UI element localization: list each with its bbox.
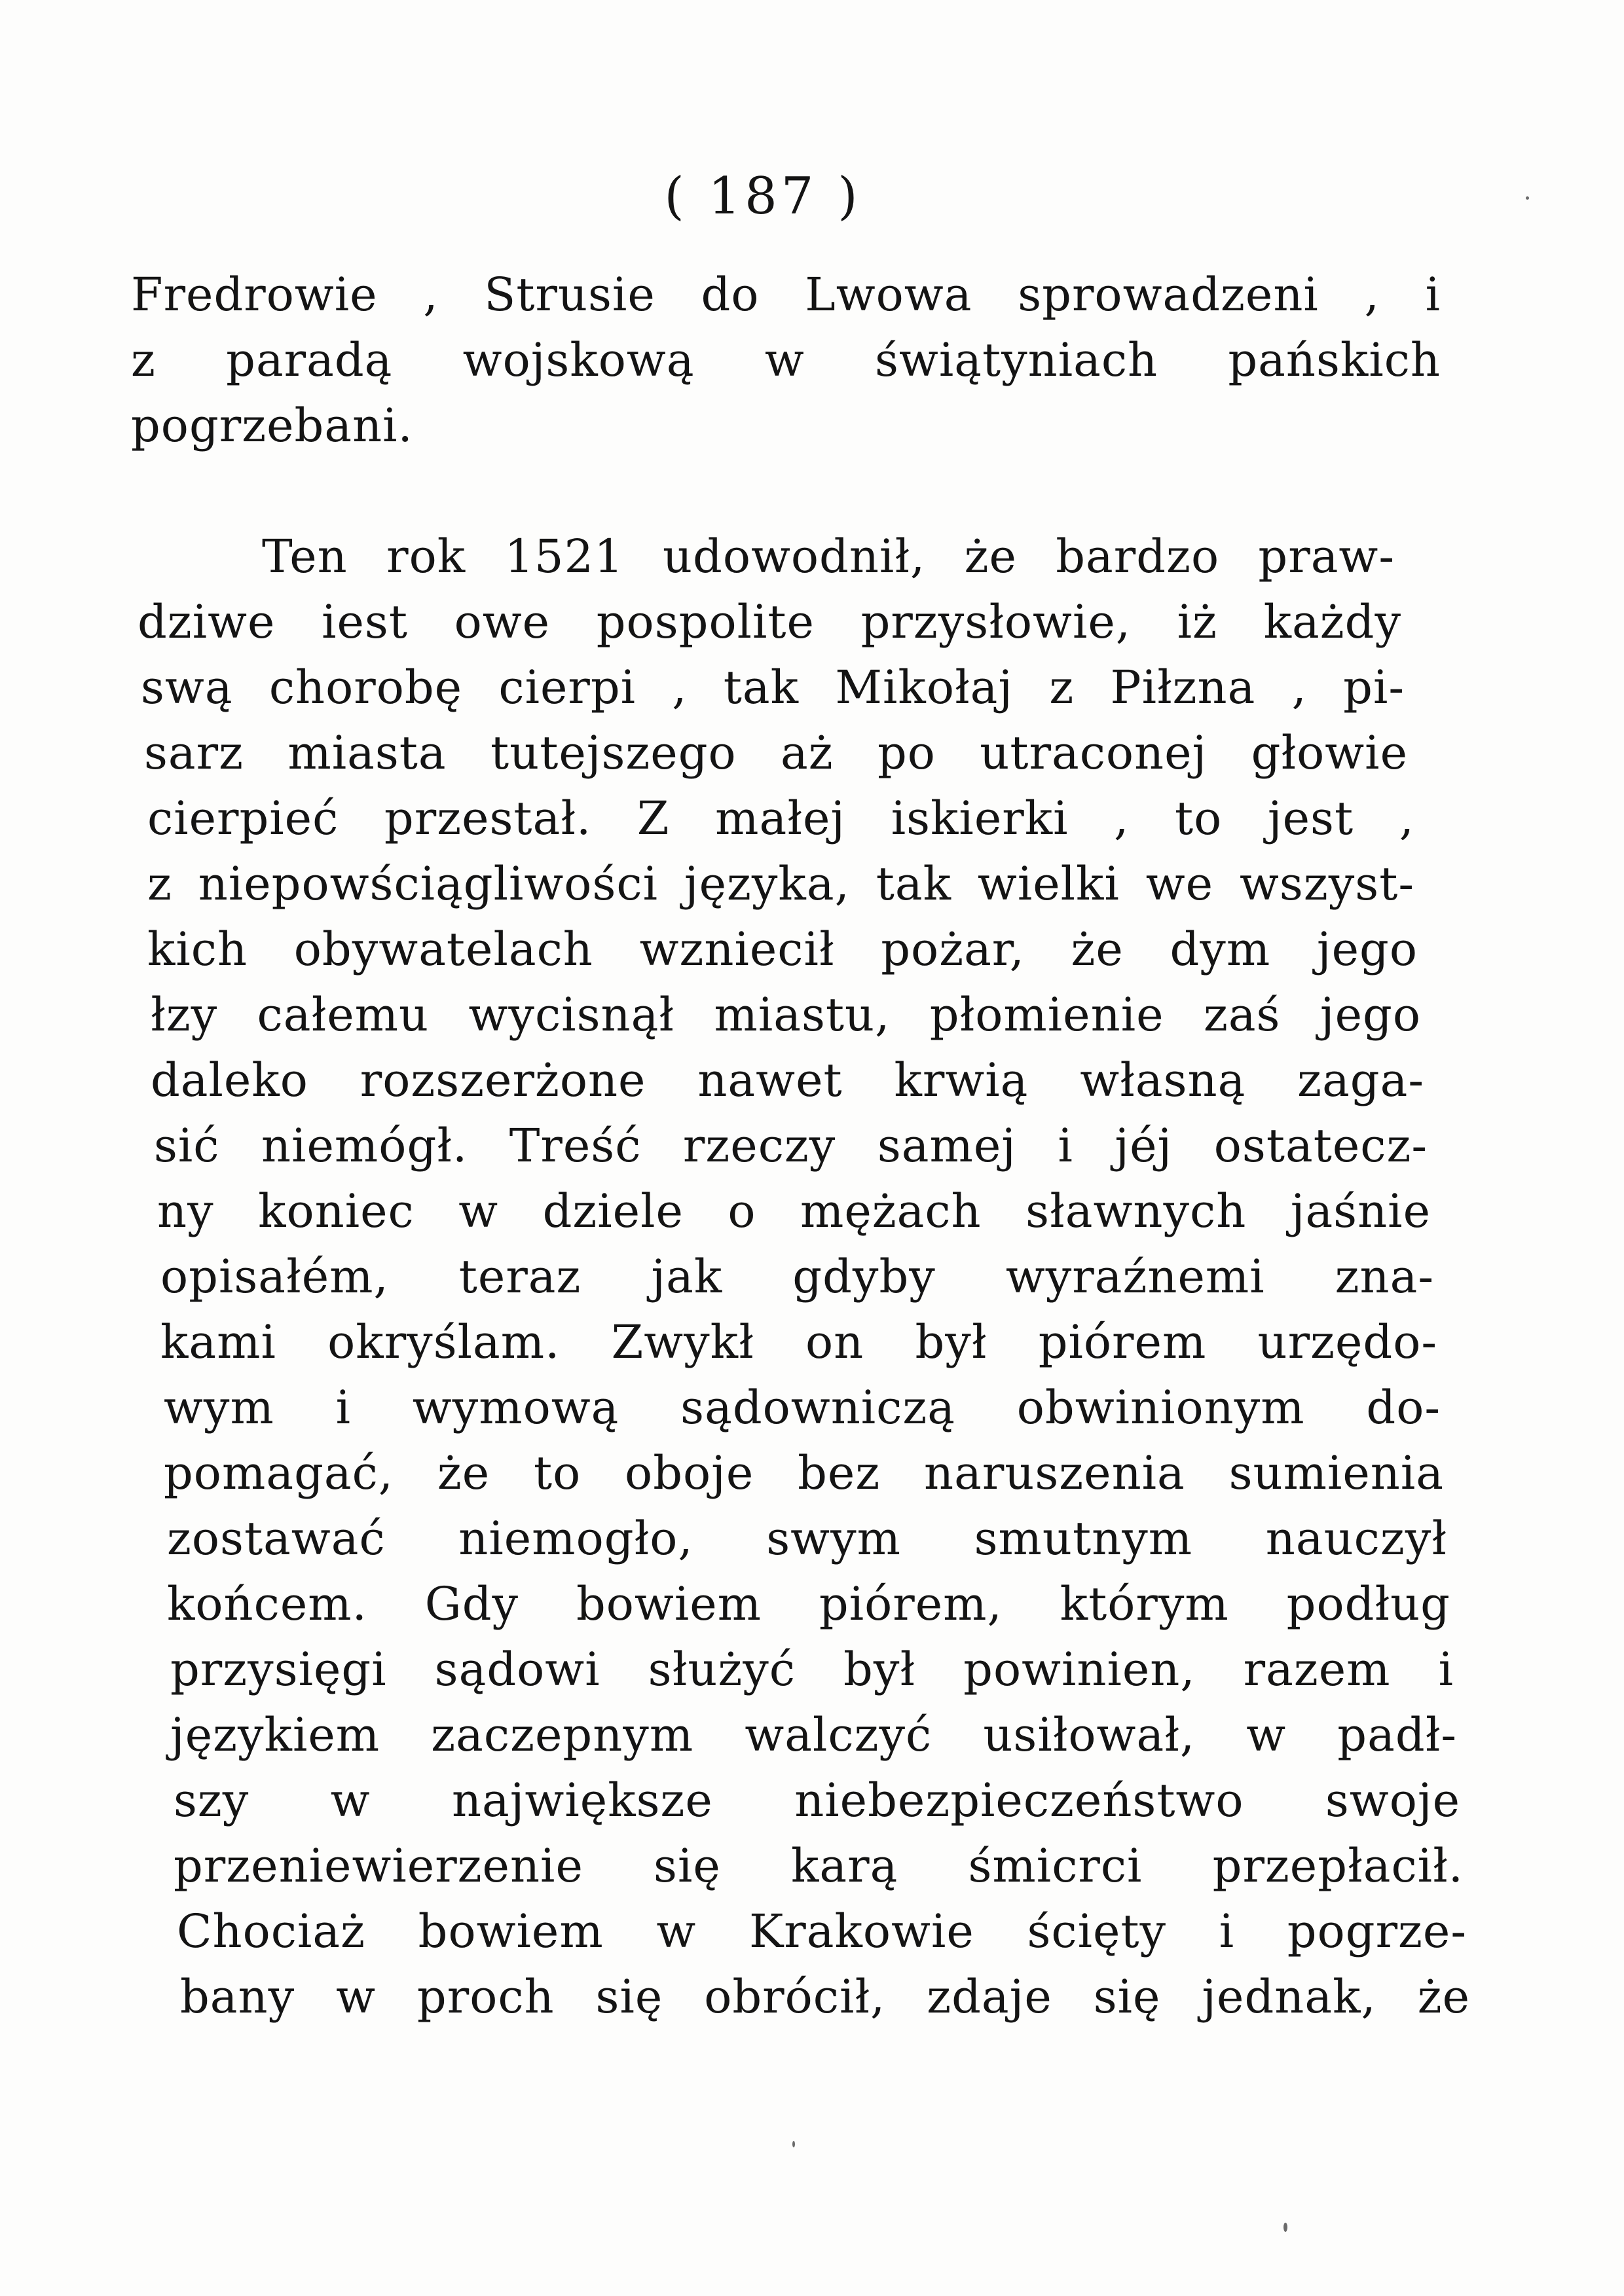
paper-speck bbox=[792, 2141, 795, 2147]
text-line: z paradą wojskową w świątyniach pańskich bbox=[131, 333, 1441, 387]
text-line: z niepowściągliwości języka, tak wielki we wszyst- bbox=[147, 857, 1414, 911]
text-line: szy w największe niebezpieczeństwo swoje bbox=[174, 1774, 1460, 1827]
text-line: zostawać niemogło, swym smutnym nauczył bbox=[167, 1512, 1447, 1565]
text-line: swą chorobę cierpi , tak Mikołaj z Piłzna , pi- bbox=[141, 661, 1405, 714]
text-line: kich obywatelach wzniecił pożar, że dym jego bbox=[147, 922, 1418, 976]
text-line: pogrzebani. bbox=[131, 399, 413, 452]
paper-speck bbox=[1283, 2223, 1287, 2232]
text-line: przeniewierzenie się karą śmicrci przepłacił. bbox=[174, 1839, 1464, 1893]
text-line: pomagać, że to oboje bez naruszenia sumienia bbox=[164, 1446, 1444, 1500]
text-line: ny koniec w dziele o mężach sławnych jaśnie bbox=[157, 1184, 1431, 1238]
paper-speck bbox=[1526, 196, 1529, 200]
text-line: Chociaż bowiem w Krakowie ścięty i pogrze- bbox=[177, 1904, 1467, 1958]
text-line: dziwe iest owe pospolite przysłowie, iż każdy bbox=[138, 595, 1401, 649]
text-line: końcem. Gdy bowiem piórem, którym podług bbox=[167, 1577, 1450, 1631]
text-line: cierpieć przestał. Z małej iskierki , to jest , bbox=[147, 792, 1414, 845]
text-line: daleko rozszerżone nawet krwią własną zaga- bbox=[151, 1053, 1424, 1107]
text-line: kami okryślam. Zwykł on był piórem urzędo- bbox=[160, 1315, 1437, 1369]
text-line: Fredrowie , Strusie do Lwowa sprowadzeni , i bbox=[131, 268, 1441, 321]
page-number: ( 187 ) bbox=[664, 167, 862, 226]
text-line: łzy całemu wycisnął miastu, płomienie zaś jego bbox=[151, 988, 1421, 1042]
text-line: sić niemógł. Treść rzeczy samej i jéj ostatecz- bbox=[154, 1119, 1428, 1173]
text-line: bany w proch się obrócił, zdaje się jednak, że bbox=[180, 1970, 1470, 2024]
paragraph-first-line: Ten rok 1521 udowodnił, że bardzo praw- bbox=[262, 530, 1395, 583]
text-line: językiem zaczepnym walczyć usiłował, w padł- bbox=[170, 1708, 1457, 1762]
text-line: opisałém, teraz jak gdyby wyraźnemi zna- bbox=[160, 1250, 1434, 1303]
text-line: przysięgi sądowi służyć był powinien, razem i bbox=[170, 1643, 1454, 1696]
text-line: sarz miasta tutejszego aż po utraconej głowie bbox=[144, 726, 1408, 780]
text-line: wym i wymową sądowniczą obwinionym do- bbox=[164, 1381, 1441, 1434]
